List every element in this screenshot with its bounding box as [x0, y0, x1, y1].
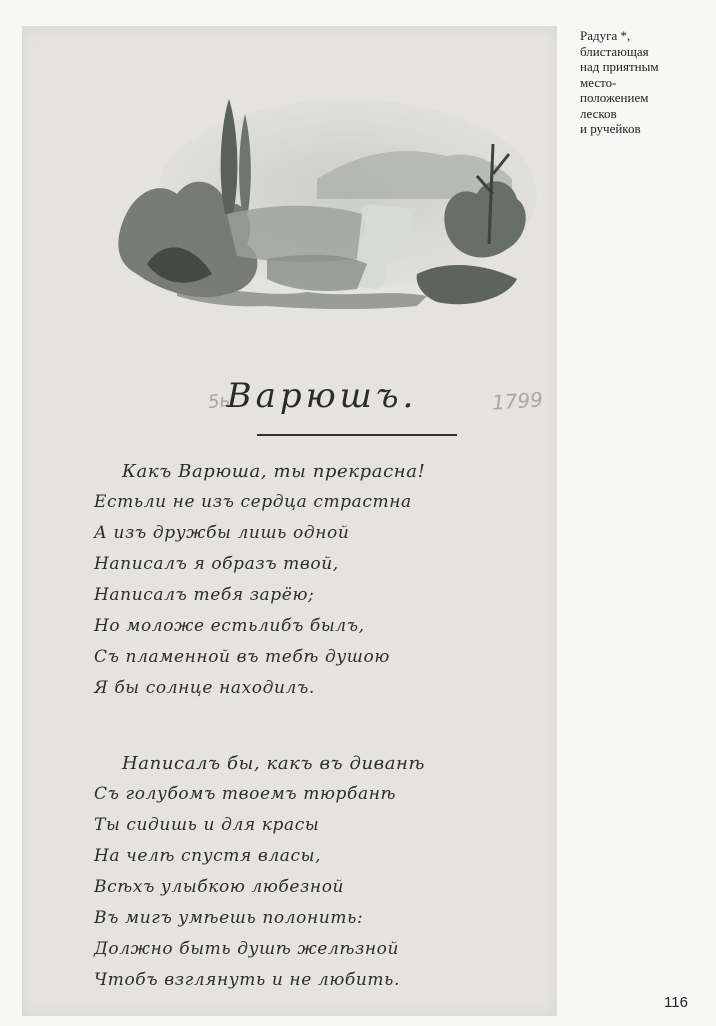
margin-caption: Радуга *, блистающая над приятным место- положением лесков и ручейков	[580, 28, 659, 136]
verse-line: Написалъ я образъ твой,	[94, 554, 339, 574]
verse-line: Написалъ тебя зарёю;	[94, 585, 315, 605]
page-number: 116	[664, 994, 688, 1011]
pencil-annotation-left: 5ь	[206, 389, 232, 414]
verse-line: Съ пламенной въ тебѣ душою	[94, 647, 390, 667]
stanza-2	[94, 748, 425, 996]
verse-line: Чтобъ взглянуть и не любить.	[94, 970, 400, 990]
verse-line: Должно быть душѣ желѣзной	[94, 939, 400, 959]
verse-line: Съ голубомъ твоемъ тюрбанѣ	[94, 784, 397, 804]
poem-title: Варюшъ.	[226, 376, 418, 416]
verse-line: Въ мигъ умѣешь полонить:	[94, 908, 364, 928]
verse-line: А изъ дружбы лишь одной	[94, 523, 350, 543]
manuscript-sheet	[22, 26, 557, 1016]
verse-line: На челѣ спустя власы,	[94, 846, 322, 866]
verse-line: Я бы солнце находилъ.	[94, 678, 315, 698]
verse-line: Написалъ бы, какъ въ диванѣ	[122, 753, 425, 774]
pencil-annotation-year: 1799	[491, 387, 544, 415]
stanza-1	[94, 456, 425, 704]
landscape-vignette	[117, 84, 537, 314]
verse-line: Естьли не изъ сердца страстна	[94, 492, 412, 512]
verse-line: Какъ Варюша, ты прекрасна!	[122, 461, 426, 482]
verse-line: Ты сидишь и для красы	[94, 815, 320, 835]
verse-line: Но моложе естьлибъ былъ,	[94, 616, 365, 636]
verse-line: Всѣхъ улыбкою любезной	[94, 877, 345, 897]
title-underline	[257, 434, 457, 436]
